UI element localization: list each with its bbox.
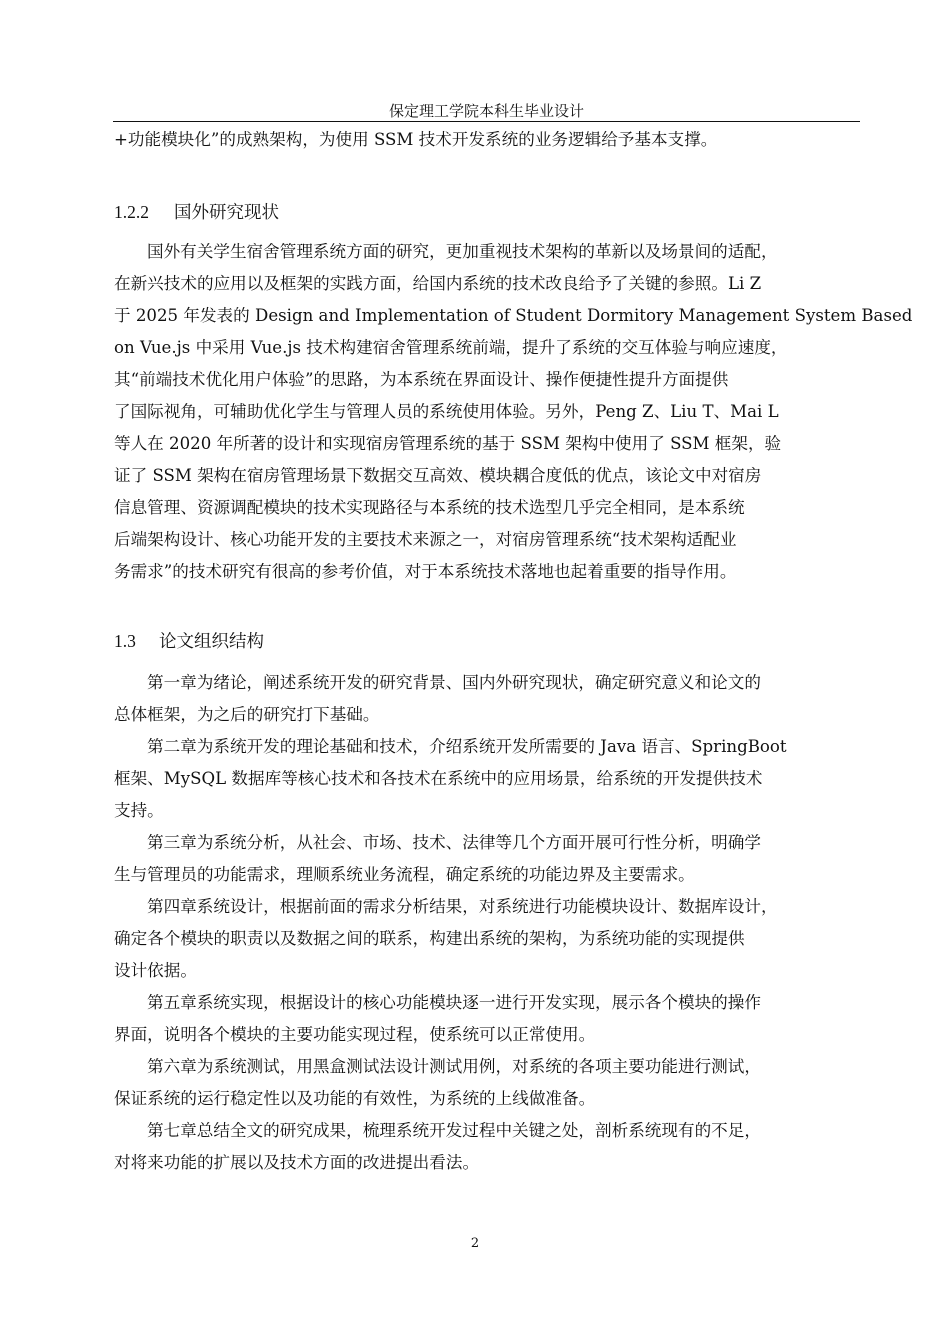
section-title: 国外研究现状 bbox=[174, 203, 279, 223]
body-line: 总体框架，为之后的研究打下基础。 bbox=[114, 705, 380, 724]
body-line: on Vue.js 中采用 Vue.js 技术构建宿舍管理系统前端，提升了系统的交互体验与响应速度， bbox=[114, 338, 788, 357]
section-heading-1-3 bbox=[114, 628, 264, 655]
body-line: 保证系统的运行稳定性以及功能的有效性，为系统的上线做准备。 bbox=[114, 1089, 596, 1108]
body-line: 后端架构设计、核心功能开发的主要技术来源之一，对宿房管理系统“技术架构适配业 bbox=[114, 530, 737, 549]
section-number: 1.3 bbox=[114, 631, 136, 651]
body-line: 证了 SSM 架构在宿房管理场景下数据交互高效、模块耦合度低的优点，该论文中对宿房 bbox=[114, 466, 762, 485]
body-line: 信息管理、资源调配模块的技术实现路径与本系统的技术选型几乎完全相同，是本系统 bbox=[114, 498, 745, 517]
section-heading-1-2-2 bbox=[114, 199, 279, 226]
body-line: 等人在 2020 年所著的设计和实现宿房管理系统的基于 SSM 架构中使用了 SSM 框架，验 bbox=[114, 434, 782, 453]
body-line: 第二章为系统开发的理论基础和技术，介绍系统开发所需要的 Java 语言、SpringBoot bbox=[147, 737, 787, 756]
body-line: 第四章系统设计，根据前面的需求分析结果，对系统进行功能模块设计、数据库设计， bbox=[147, 897, 778, 916]
body-line: 生与管理员的功能需求，理顺系统业务流程，确定系统的功能边界及主要需求。 bbox=[114, 865, 695, 884]
section-title: 论文组织结构 bbox=[159, 632, 264, 652]
page-header: 保定理工学院本科生毕业设计 bbox=[388, 102, 584, 120]
body-line: 设计依据。 bbox=[114, 961, 197, 980]
body-line: 务需求”的技术研究有很高的参考价值，对于本系统技术落地也起着重要的指导作用。 bbox=[114, 562, 737, 581]
body-line: 对将来功能的扩展以及技术方面的改进提出看法。 bbox=[114, 1153, 480, 1172]
body-line: 第一章为绪论，阐述系统开发的研究背景、国内外研究现状，确定研究意义和论文的 bbox=[147, 673, 761, 692]
body-line: 了国际视角，可辅助优化学生与管理人员的系统使用体验。另外，Peng Z、Liu T、Mai L bbox=[114, 402, 779, 421]
body-line: 其“前端技术优化用户体验”的思路，为本系统在界面设计、操作便捷性提升方面提供 bbox=[114, 370, 729, 389]
body-line: 第三章为系统分析，从社会、市场、技术、法律等几个方面开展可行性分析，明确学 bbox=[147, 833, 761, 852]
body-line: 界面，说明各个模块的主要功能实现过程，使系统可以正常使用。 bbox=[114, 1025, 596, 1044]
body-line: 第六章为系统测试，用黑盒测试法设计测试用例，对系统的各项主要功能进行测试， bbox=[147, 1057, 761, 1076]
intro-line: +功能模块化”的成熟架构，为使用 SSM 技术开发系统的业务逻辑给予基本支撑。 bbox=[114, 130, 718, 149]
body-line: 于 2025 年发表的 Design and Implementation of Student Dormitory Management System Based bbox=[114, 306, 913, 325]
body-line: 在新兴技术的应用以及框架的实践方面，给国内系统的技术改良给予了关键的参照。Li Z bbox=[114, 274, 762, 293]
body-line: 第五章系统实现，根据设计的核心功能模块逐一进行开发实现，展示各个模块的操作 bbox=[147, 993, 761, 1012]
body-line: 第七章总结全文的研究成果，梳理系统开发过程中关键之处，剖析系统现有的不足， bbox=[147, 1121, 761, 1140]
page-number: 2 bbox=[470, 1236, 480, 1251]
body-line: 框架、MySQL 数据库等核心技术和各技术在系统中的应用场景，给系统的开发提供技术 bbox=[114, 769, 763, 788]
body-line: 国外有关学生宿舍管理系统方面的研究，更加重视技术架构的革新以及场景间的适配， bbox=[147, 242, 778, 261]
header-rule bbox=[113, 121, 860, 122]
section-number: 1.2.2 bbox=[114, 202, 149, 222]
body-line: 支持。 bbox=[114, 801, 164, 820]
body-line: 确定各个模块的职责以及数据之间的联系，构建出系统的架构，为系统功能的实现提供 bbox=[114, 929, 745, 948]
